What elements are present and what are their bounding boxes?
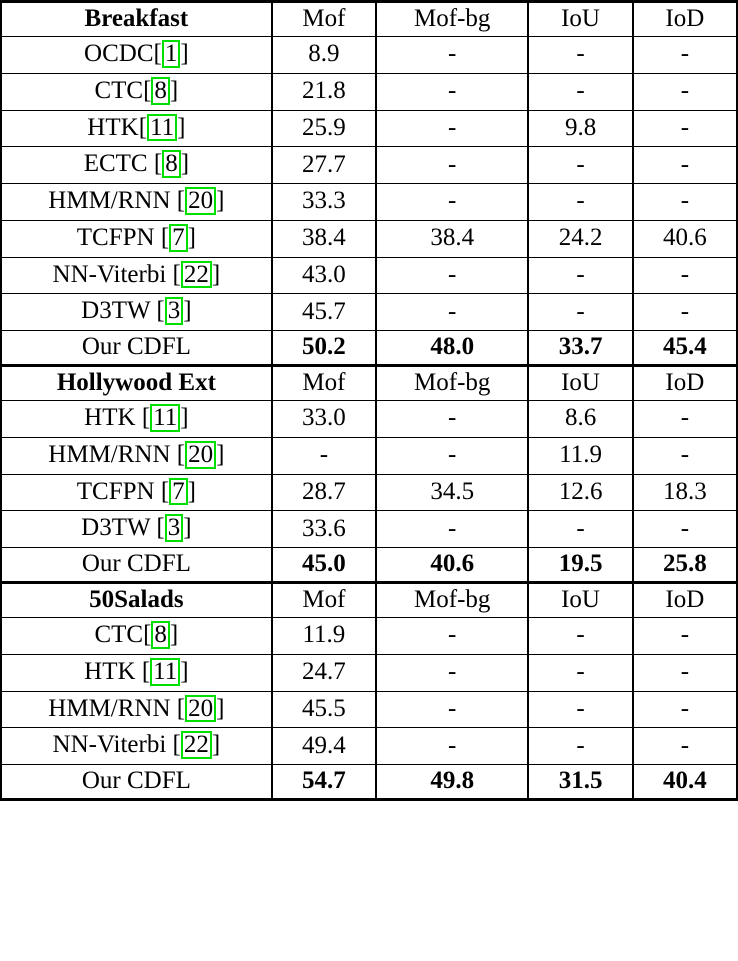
cell-mof: 8.9 bbox=[272, 37, 376, 74]
column-header-iod: IoD bbox=[633, 583, 737, 618]
cell-mof: 38.4 bbox=[272, 220, 376, 257]
column-header-mofbg: Mof-bg bbox=[376, 366, 528, 401]
table-row bbox=[1, 331, 737, 366]
cell-mofbg: - bbox=[376, 110, 528, 147]
citation-ref[interactable]: 11 bbox=[150, 658, 180, 686]
column-header-iou: IoU bbox=[528, 583, 632, 618]
method-label: OCDC bbox=[84, 40, 154, 67]
method-label: NN-Viterbi bbox=[52, 260, 167, 288]
cell-mofbg: - bbox=[376, 511, 528, 548]
citation-ref[interactable]: 8 bbox=[162, 150, 181, 178]
citation-ref[interactable]: 3 bbox=[165, 514, 184, 542]
citation-ref[interactable]: 7 bbox=[169, 478, 188, 506]
citation-ref[interactable]: 8 bbox=[151, 77, 170, 105]
section-title: 50Salads bbox=[1, 583, 272, 618]
method-label: CTC bbox=[94, 76, 144, 104]
method-name-cell: NN-Viterbi [ 22 ] bbox=[1, 728, 272, 765]
method-label: HTK bbox=[84, 404, 136, 431]
method-name-cell bbox=[1, 331, 272, 366]
cell-iou: - bbox=[528, 294, 632, 331]
cell-iod: 40.6 bbox=[633, 220, 737, 257]
citation-ref[interactable]: 22 bbox=[181, 731, 212, 759]
cell-iou: - bbox=[528, 511, 632, 548]
cell-mof: 33.6 bbox=[272, 511, 376, 548]
method-label: HMM/RNN bbox=[48, 694, 171, 722]
section-header-row bbox=[1, 2, 737, 37]
cell-mofbg: 49.8 bbox=[376, 765, 528, 800]
cell-iod: - bbox=[633, 401, 737, 438]
cell-iou: - bbox=[528, 691, 632, 728]
table-row bbox=[1, 618, 737, 655]
table-row bbox=[1, 257, 737, 294]
citation-prefix bbox=[148, 150, 154, 177]
table-row bbox=[1, 73, 737, 110]
cell-iod: 40.4 bbox=[633, 765, 737, 800]
column-header-mof: Mof bbox=[272, 366, 376, 401]
cell-iod: - bbox=[633, 37, 737, 74]
method-label: Our CDFL bbox=[81, 767, 191, 794]
cell-iou: 8.6 bbox=[528, 401, 632, 438]
cell-mof: 25.9 bbox=[272, 110, 376, 147]
cell-mof: 33.0 bbox=[272, 401, 376, 438]
method-label: Our CDFL bbox=[81, 550, 191, 577]
citation-ref[interactable]: 7 bbox=[169, 224, 188, 252]
column-header-mof: Mof bbox=[272, 583, 376, 618]
method-name-cell: OCDC[ 1 ] bbox=[1, 37, 272, 74]
cell-iod: - bbox=[633, 257, 737, 294]
cell-iod: 25.8 bbox=[633, 548, 737, 583]
method-name-cell: HTK [ 11 ] bbox=[1, 401, 272, 438]
table-row bbox=[1, 437, 737, 474]
cell-iou: 19.5 bbox=[528, 548, 632, 583]
cell-mofbg: - bbox=[376, 257, 528, 294]
cell-mof: 49.4 bbox=[272, 728, 376, 765]
method-name-cell bbox=[1, 765, 272, 800]
method-label: CTC bbox=[94, 621, 144, 648]
citation-ref[interactable]: 1 bbox=[162, 40, 181, 68]
cell-iod: - bbox=[633, 147, 737, 184]
cell-mofbg: 40.6 bbox=[376, 548, 528, 583]
method-name-cell: HMM/RNN [ 20 ] bbox=[1, 437, 272, 474]
table-row bbox=[1, 654, 737, 691]
cell-iod: - bbox=[633, 511, 737, 548]
section-header-row bbox=[1, 583, 737, 618]
method-name-cell: CTC[ 8 ] bbox=[1, 73, 272, 110]
cell-mof: 54.7 bbox=[272, 765, 376, 800]
table-row bbox=[1, 691, 737, 728]
cell-iou: - bbox=[528, 37, 632, 74]
cell-iod: - bbox=[633, 618, 737, 655]
table-row bbox=[1, 401, 737, 438]
cell-mof: - bbox=[272, 437, 376, 474]
method-name-cell: NN-Viterbi [ 22 ] bbox=[1, 257, 272, 294]
citation-prefix bbox=[171, 695, 177, 722]
method-name-cell: CTC[ 8 ] bbox=[1, 618, 272, 655]
cell-iod: - bbox=[633, 110, 737, 147]
table-row bbox=[1, 511, 737, 548]
cell-mofbg: - bbox=[376, 654, 528, 691]
cell-iou: - bbox=[528, 257, 632, 294]
table-row bbox=[1, 37, 737, 74]
citation-prefix bbox=[155, 478, 161, 505]
method-label: D3TW bbox=[81, 297, 151, 325]
cell-iod: - bbox=[633, 294, 737, 331]
citation-prefix bbox=[166, 261, 172, 288]
cell-iou: 24.2 bbox=[528, 220, 632, 257]
method-name-cell: HTK[ 11 ] bbox=[1, 110, 272, 147]
table-row bbox=[1, 147, 737, 184]
column-header-mof: Mof bbox=[272, 2, 376, 37]
cell-mofbg: - bbox=[376, 184, 528, 221]
method-label: HMM/RNN bbox=[48, 440, 171, 468]
cell-mofbg: - bbox=[376, 294, 528, 331]
citation-prefix bbox=[136, 404, 142, 431]
citation-prefix bbox=[136, 658, 142, 685]
section-title: Hollywood Ext bbox=[1, 366, 272, 401]
method-name-cell: D3TW [ 3 ] bbox=[1, 294, 272, 331]
method-name-cell: D3TW [ 3 ] bbox=[1, 511, 272, 548]
method-name-cell: HMM/RNN [ 20 ] bbox=[1, 691, 272, 728]
cell-mofbg: - bbox=[376, 37, 528, 74]
cell-iou: - bbox=[528, 728, 632, 765]
table-row bbox=[1, 765, 737, 800]
method-name-cell bbox=[1, 548, 272, 583]
cell-mof: 24.7 bbox=[272, 654, 376, 691]
method-label: HTK bbox=[87, 113, 139, 141]
table-row bbox=[1, 184, 737, 221]
citation-ref[interactable]: 3 bbox=[165, 297, 184, 325]
citation-ref[interactable]: 8 bbox=[151, 621, 170, 649]
citation-ref[interactable]: 11 bbox=[150, 404, 180, 432]
cell-mof: 21.8 bbox=[272, 73, 376, 110]
cell-mof: 50.2 bbox=[272, 331, 376, 366]
table-row bbox=[1, 220, 737, 257]
section-title: Breakfast bbox=[1, 2, 272, 37]
cell-iou: - bbox=[528, 73, 632, 110]
method-name-cell: HTK [ 11 ] bbox=[1, 654, 272, 691]
table-row bbox=[1, 474, 737, 511]
cell-mof: 11.9 bbox=[272, 618, 376, 655]
column-header-iod: IoD bbox=[633, 2, 737, 37]
cell-mofbg: - bbox=[376, 73, 528, 110]
cell-mof: 33.3 bbox=[272, 184, 376, 221]
cell-mofbg: - bbox=[376, 618, 528, 655]
method-label: D3TW bbox=[81, 514, 151, 542]
citation-ref[interactable]: 11 bbox=[147, 114, 177, 142]
cell-iod: - bbox=[633, 691, 737, 728]
cell-iou: 11.9 bbox=[528, 437, 632, 474]
citation-prefix bbox=[166, 731, 172, 758]
method-label: HMM/RNN bbox=[48, 187, 171, 214]
cell-iou: - bbox=[528, 147, 632, 184]
table-row bbox=[1, 294, 737, 331]
cell-mof: 45.7 bbox=[272, 294, 376, 331]
cell-mofbg: 38.4 bbox=[376, 220, 528, 257]
cell-iou: - bbox=[528, 184, 632, 221]
cell-mofbg: 34.5 bbox=[376, 474, 528, 511]
method-name-cell: TCFPN [ 7 ] bbox=[1, 220, 272, 257]
cell-mofbg: - bbox=[376, 728, 528, 765]
cell-mofbg: - bbox=[376, 437, 528, 474]
citation-prefix bbox=[150, 514, 156, 541]
cell-iou: - bbox=[528, 618, 632, 655]
cell-mof: 45.5 bbox=[272, 691, 376, 728]
column-header-iou: IoU bbox=[528, 366, 632, 401]
citation-prefix bbox=[171, 441, 177, 468]
method-label: TCFPN bbox=[76, 477, 155, 505]
citation-prefix bbox=[171, 187, 177, 214]
cell-mof: 28.7 bbox=[272, 474, 376, 511]
cell-iou: 31.5 bbox=[528, 765, 632, 800]
citation-ref[interactable]: 20 bbox=[185, 187, 216, 215]
cell-iod: - bbox=[633, 728, 737, 765]
method-label: NN-Viterbi bbox=[52, 731, 167, 759]
cell-iod: 18.3 bbox=[633, 474, 737, 511]
cell-mof: 45.0 bbox=[272, 548, 376, 583]
cell-mofbg: - bbox=[376, 691, 528, 728]
citation-ref[interactable]: 20 bbox=[185, 441, 216, 469]
cell-iod: - bbox=[633, 184, 737, 221]
method-name-cell: HMM/RNN [ 20 ] bbox=[1, 184, 272, 221]
column-header-iou: IoU bbox=[528, 2, 632, 37]
cell-mof: 43.0 bbox=[272, 257, 376, 294]
method-name-cell: ECTC [ 8 ] bbox=[1, 147, 272, 184]
citation-prefix bbox=[150, 297, 156, 324]
column-header-iod: IoD bbox=[633, 366, 737, 401]
cell-iou: - bbox=[528, 654, 632, 691]
cell-iod: - bbox=[633, 73, 737, 110]
table-row bbox=[1, 548, 737, 583]
cell-mofbg: - bbox=[376, 147, 528, 184]
cell-iod: - bbox=[633, 654, 737, 691]
citation-ref[interactable]: 20 bbox=[185, 695, 216, 723]
section-header-row bbox=[1, 366, 737, 401]
method-label: Our CDFL bbox=[81, 333, 191, 360]
table-row bbox=[1, 728, 737, 765]
cell-mofbg: - bbox=[376, 401, 528, 438]
citation-ref[interactable]: 22 bbox=[181, 261, 212, 289]
cell-iod: 45.4 bbox=[633, 331, 737, 366]
cell-iod: - bbox=[633, 437, 737, 474]
cell-iou: 33.7 bbox=[528, 331, 632, 366]
cell-iou: 9.8 bbox=[528, 110, 632, 147]
cell-iou: 12.6 bbox=[528, 474, 632, 511]
method-name-cell: TCFPN [ 7 ] bbox=[1, 474, 272, 511]
table-row bbox=[1, 110, 737, 147]
cell-mof: 27.7 bbox=[272, 147, 376, 184]
method-label: HTK bbox=[84, 657, 136, 685]
column-header-mofbg: Mof-bg bbox=[376, 2, 528, 37]
method-label: ECTC bbox=[83, 150, 148, 178]
column-header-mofbg: Mof-bg bbox=[376, 583, 528, 618]
citation-prefix bbox=[155, 224, 161, 251]
method-label: TCFPN bbox=[76, 223, 155, 251]
cell-mofbg: 48.0 bbox=[376, 331, 528, 366]
